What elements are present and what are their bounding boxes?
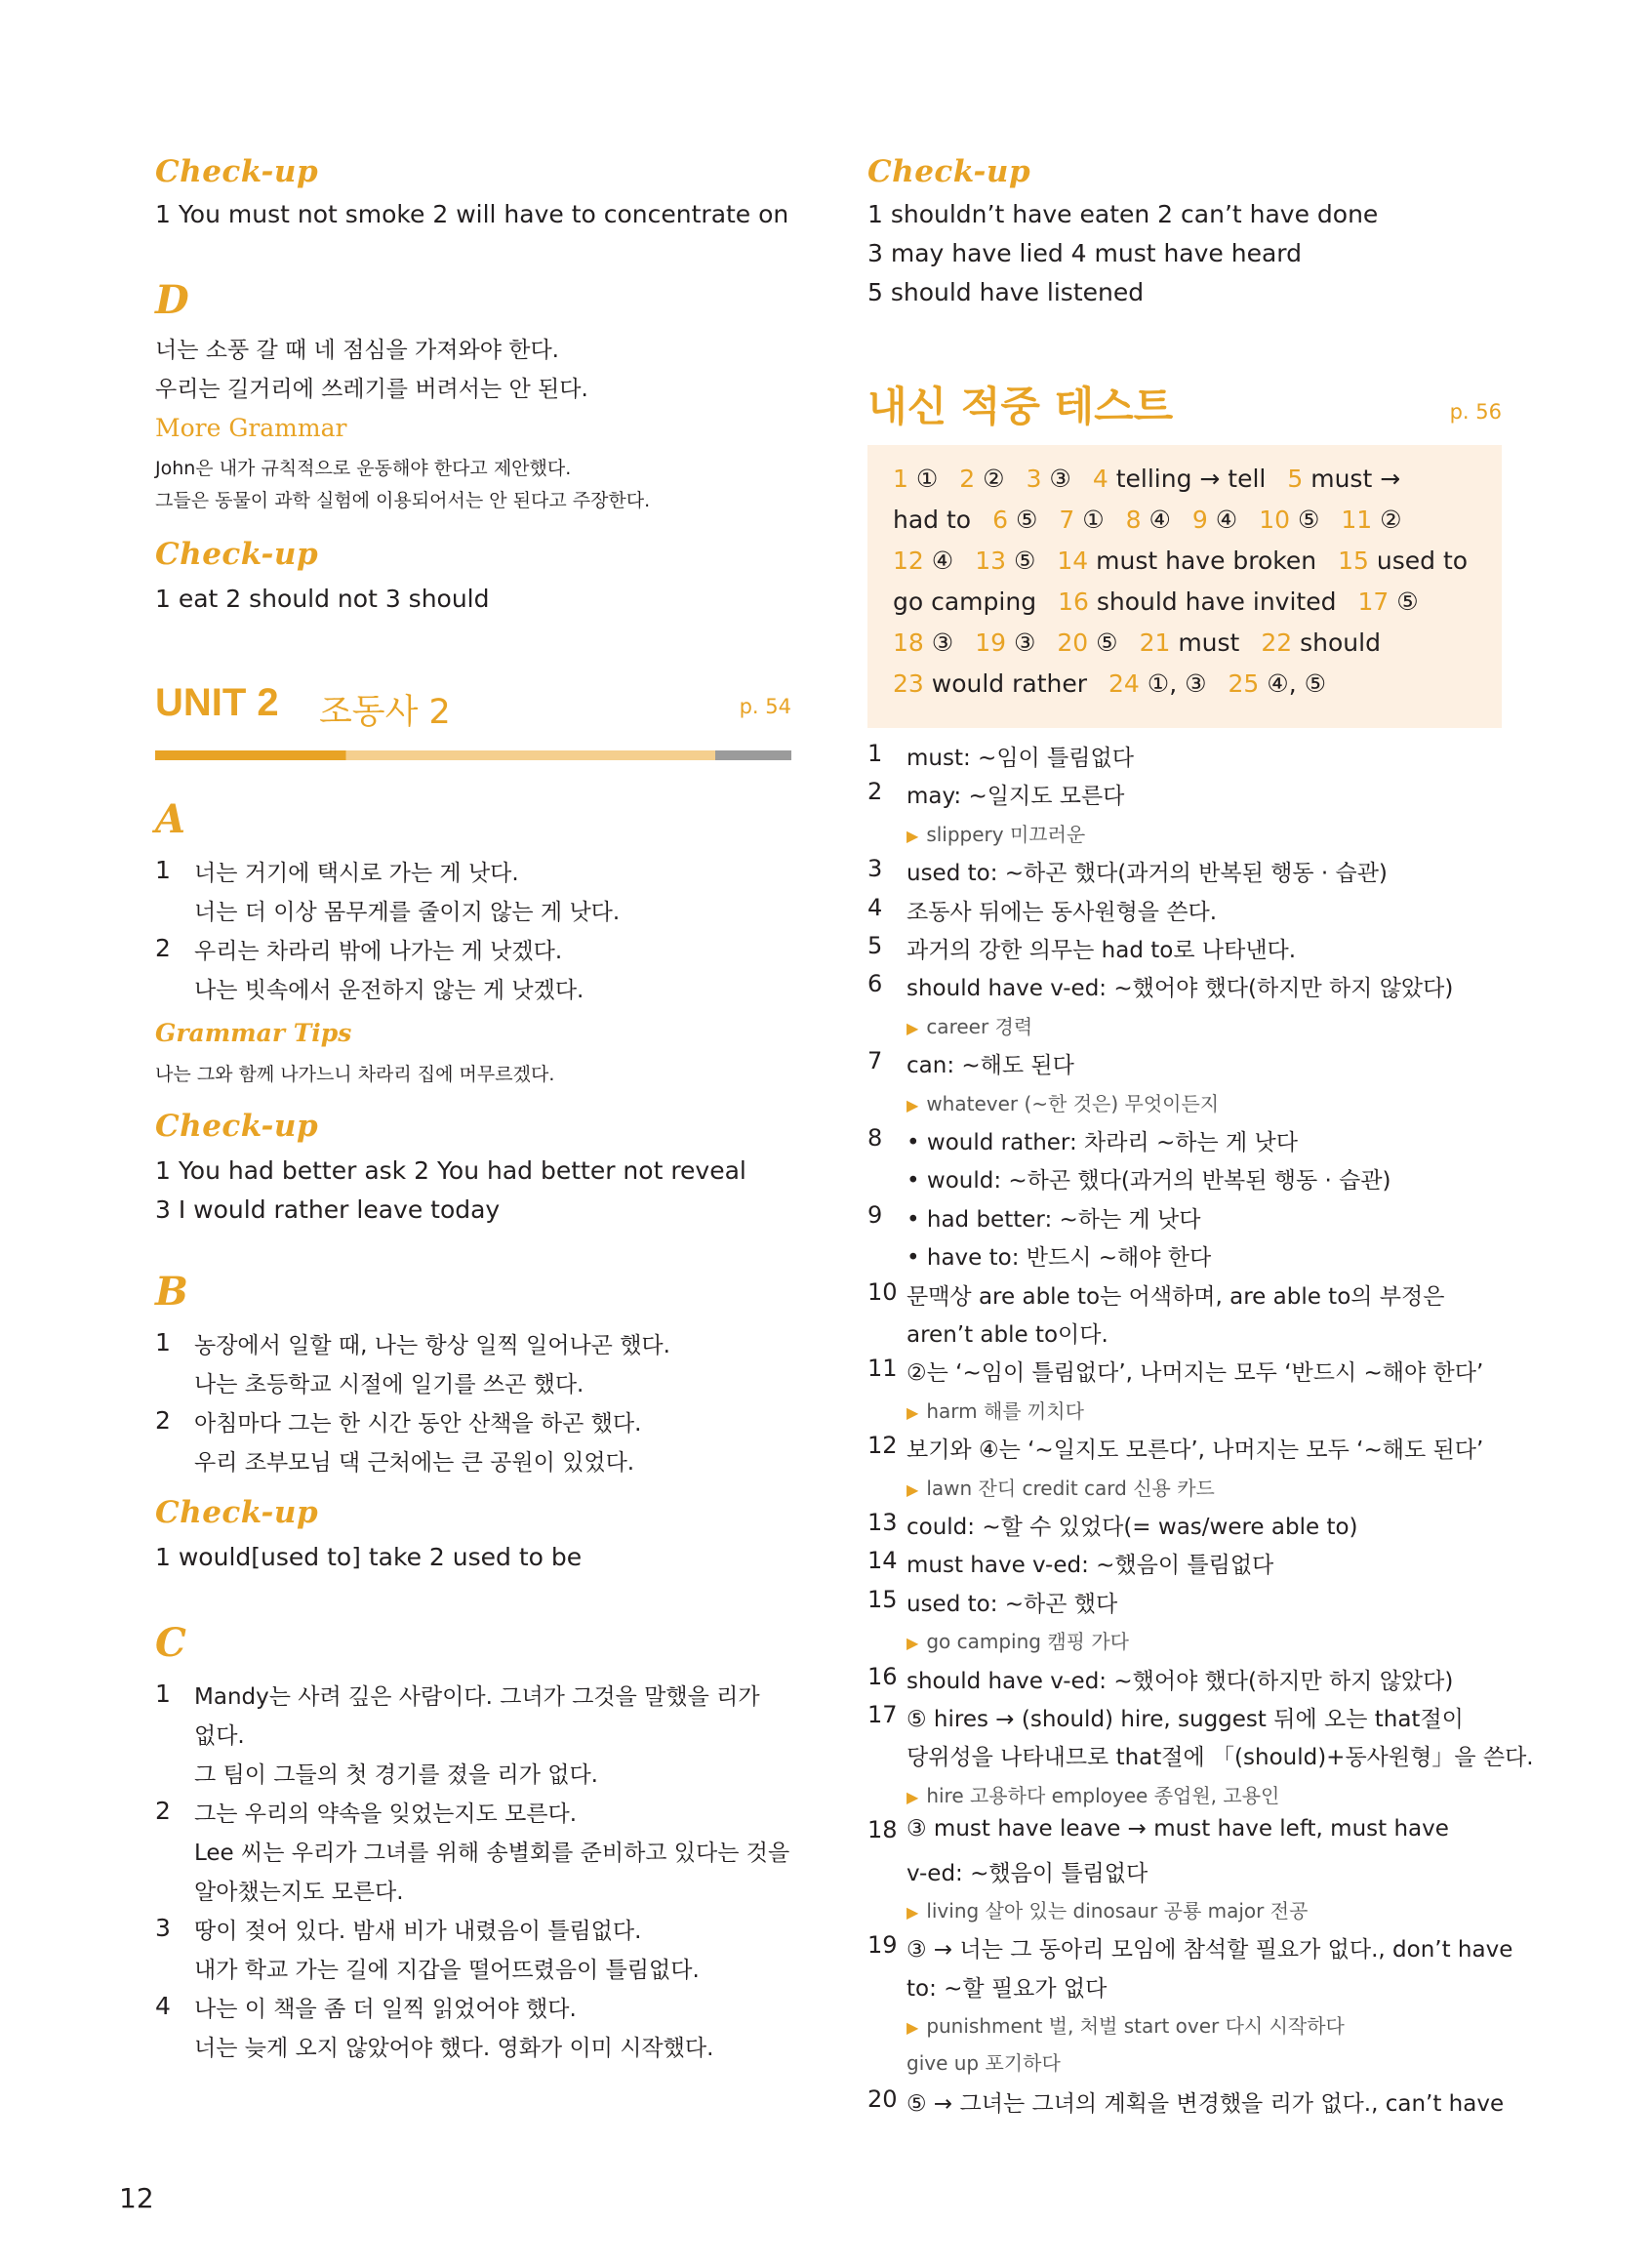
note-text: ▶ harm 해를 끼치다 [907, 1398, 1084, 1423]
item-line: Lee 씨는 우리가 그녀를 위해 송별회를 준비하고 있다는 것을 [194, 1841, 790, 1866]
explanation-text: can: ~해도 된다 [907, 1053, 1074, 1079]
explanation-text: ⑤ → 그녀는 그녀의 계획을 변경했을 리가 없다., can’t have [907, 2091, 1505, 2117]
explanation-number: 11 [867, 1355, 898, 1383]
answer-text: should [1300, 628, 1381, 657]
answer-item [975, 547, 1035, 575]
answer-text: ② [983, 465, 1005, 493]
answer-item [893, 547, 953, 575]
answer-item [1126, 506, 1171, 534]
note-text: ▶ slippery 미끄러운 [907, 822, 1086, 846]
checkup-answers: 1 You must not smoke 2 will have to concentrate on [155, 200, 789, 228]
explanation-text: used to: ~하곤 했다(과거의 반복된 행동 · 습관) [907, 861, 1388, 887]
page-reference: p. 54 [739, 695, 791, 718]
explanation-text: should have v-ed: ~했어야 했다(하지만 하지 않았다) [907, 976, 1454, 1002]
answer-text: would rather [931, 669, 1088, 698]
explanation-text: could: ~할 수 있었다(= was/were able to) [907, 1515, 1358, 1540]
answer-item [1229, 669, 1326, 698]
item-line: 땅이 젖어 있다. 밤새 비가 내렸음이 틀림없다. [194, 1919, 642, 1944]
triangle-icon: ▶ [907, 1634, 919, 1653]
explanation-text: v-ed: ~했음이 틀림없다 [907, 1860, 1148, 1886]
explanation-number: 6 [867, 970, 883, 998]
answer-text: must → [1310, 465, 1401, 493]
answer-item [1287, 465, 1400, 493]
answer-text: telling → tell [1115, 465, 1267, 493]
answer-number: 10 [1259, 506, 1298, 534]
answer-key-line [893, 547, 1489, 575]
item-line: 그 팀이 그들의 첫 경기를 졌을 리가 없다. [194, 1762, 598, 1788]
explanation-number: 2 [867, 778, 883, 806]
item-line: 너는 더 이상 몸무게를 줄이지 않는 게 낫다. [194, 900, 621, 925]
answer-text: ④, ⑤ [1267, 669, 1326, 698]
answer-number: 7 [1059, 506, 1083, 534]
answer-number: 15 [1338, 547, 1377, 575]
answer-number: 22 [1261, 628, 1301, 657]
section-d-line: 너는 소풍 갈 때 네 점심을 가져와야 한다. [155, 338, 559, 363]
item-line: 우리 조부모님 댁 근처에는 큰 공원이 있었다. [194, 1450, 635, 1476]
explanation-text: ⑤ hires → (should) hire, suggest 뒤에 오는 that절이 [907, 1707, 1464, 1732]
item-line: 너는 늦게 오지 않았어야 했다. 영화가 이미 시작했다. [194, 2036, 714, 2061]
explanation-text: 보기와 ④는 ‘~일지도 모른다’, 나머지는 모두 ‘~해도 된다’ [907, 1437, 1484, 1464]
answer-item [1057, 547, 1316, 575]
answer-text: ⑤ [1015, 506, 1038, 534]
unit-rule [155, 750, 791, 760]
checkup-heading: Check-up [155, 1109, 319, 1144]
item-number: 4 [155, 1992, 171, 2020]
answer-item [1259, 506, 1319, 534]
answer-text: ④ [1148, 506, 1171, 534]
item-line: 너는 거기에 택시로 가는 게 낫다. [194, 861, 519, 886]
answer-number: 12 [893, 547, 932, 575]
item-line: 없다. [194, 1723, 245, 1749]
item-number: 3 [155, 1914, 171, 1942]
answer-text: ③ [1049, 465, 1071, 493]
explanation-number: 19 [867, 1931, 898, 1960]
answer-item [975, 628, 1035, 657]
answer-number: 16 [1058, 587, 1097, 616]
item-line: 농장에서 일할 때, 나는 항상 일찍 일어나곤 했다. [194, 1333, 670, 1358]
section-a-letter: A [155, 796, 186, 842]
note-text: ▶ go camping 캠핑 가다 [907, 1630, 1129, 1654]
more-grammar-line: 그들은 동물이 과학 실험에 이용되어서는 안 된다고 주장한다. [155, 490, 651, 511]
answer-item [992, 506, 1037, 534]
item-line: 내가 학교 가는 길에 지갑을 떨어뜨렸음이 틀림없다. [194, 1958, 700, 1983]
triangle-icon: ▶ [907, 1402, 919, 1422]
answer-text: ② [1380, 506, 1402, 534]
answer-number: 17 [1357, 587, 1397, 616]
explanation-number: 5 [867, 932, 883, 959]
explanation-number: 3 [867, 855, 883, 883]
answer-text: ① [1082, 506, 1105, 534]
answer-number: 20 [1057, 628, 1097, 657]
answer-text: ①, ③ [1147, 669, 1207, 698]
answer-text: ③ [931, 628, 954, 657]
answer-item [1140, 628, 1240, 657]
answer-text: ④ [931, 547, 954, 575]
note-text: ▶ punishment 벌, 처벌 start over 다시 시작하다 [907, 2014, 1345, 2039]
answer-item [893, 465, 938, 493]
explanation-text: should have v-ed: ~했어야 했다(하지만 하지 않았다) [907, 1668, 1454, 1694]
checkup-answers: 1 You had better ask 2 You had better not reveal [155, 1156, 746, 1185]
explanation-text: to: ~할 필요가 없다 [907, 1975, 1108, 2002]
answer-text: ⑤ [1013, 547, 1036, 575]
section-b-letter: B [155, 1269, 188, 1315]
answer-number: 14 [1057, 547, 1097, 575]
explanation-text: must have v-ed: ~했음이 틀림없다 [907, 1553, 1274, 1579]
triangle-icon: ▶ [907, 2018, 919, 2038]
answer-text: ① [915, 465, 939, 493]
checkup-heading: Check-up [155, 537, 319, 572]
answer-text: ③ [1013, 628, 1036, 657]
item-line: 아침마다 그는 한 시간 동안 산책을 하곤 했다. [194, 1411, 642, 1437]
triangle-icon: ▶ [907, 1787, 919, 1806]
checkup-answers: 5 should have listened [867, 278, 1145, 306]
answer-number: 21 [1139, 628, 1179, 657]
explanation-text: 과거의 강한 의무는 had to로 나타낸다. [907, 938, 1297, 963]
answer-number: 3 [1026, 465, 1050, 493]
note-text: ▶ living 살아 있는 dinosaur 공룡 major 전공 [907, 1899, 1309, 1923]
answer-number: 2 [959, 465, 984, 493]
explanation-number: 8 [867, 1124, 883, 1152]
explanation-number: 13 [867, 1509, 898, 1536]
answer-item [1338, 547, 1468, 575]
answer-number: 1 [893, 465, 916, 493]
item-number: 1 [155, 1680, 171, 1708]
answer-item [1059, 506, 1104, 534]
answer-item [1108, 669, 1206, 698]
item-number: 1 [155, 856, 171, 884]
answer-text: should have invited [1096, 587, 1337, 616]
explanation-number: 20 [867, 2085, 898, 2113]
answer-item [1058, 587, 1336, 616]
checkup-answers: 1 shouldn’t have eaten 2 can’t have done [867, 200, 1379, 228]
explanation-number: 14 [867, 1547, 898, 1575]
answer-number: 9 [1191, 506, 1216, 534]
explanation-text: ③ → 너는 그 동아리 모임에 참석할 필요가 없다., don’t have [907, 1937, 1513, 1963]
explanation-number: 16 [867, 1662, 898, 1690]
explanation-number: 12 [867, 1432, 898, 1460]
page-reference: p. 56 [1449, 400, 1502, 424]
more-grammar-line: John은 내가 규칙적으로 운동해야 한다고 제안했다. [155, 458, 572, 479]
explanation-text: • have to: 반드시 ~해야 한다 [907, 1245, 1212, 1272]
explanation-text: used to: ~하곤 했다 [907, 1591, 1118, 1617]
triangle-icon: ▶ [907, 826, 919, 845]
grammar-tips-line: 나는 그와 함께 나가느니 차라리 집에 머무르겠다. [155, 1064, 555, 1085]
answer-item [1093, 465, 1267, 493]
checkup-answers: 1 eat 2 should not 3 should [155, 585, 490, 613]
answer-item [1341, 506, 1401, 534]
checkup-heading: Check-up [867, 154, 1031, 189]
explanation-text: aren’t able to이다. [907, 1322, 1108, 1348]
item-line: 그는 우리의 약속을 잊었는지도 모른다. [194, 1801, 578, 1827]
answer-item [893, 628, 953, 657]
test-title: 내신 적중 테스트 [867, 383, 1174, 430]
item-number: 2 [155, 934, 171, 962]
explanation-text: 당위성을 나타내므로 that절에 「(should)+동사원형」을 쓴다. [907, 1745, 1534, 1771]
answer-key-line [893, 587, 1440, 616]
answer-item [1057, 628, 1117, 657]
item-number: 1 [155, 1328, 171, 1356]
triangle-icon: ▶ [907, 1095, 919, 1114]
answer-number: 13 [975, 547, 1014, 575]
explanation-number: 17 [867, 1701, 898, 1728]
answer-number: 18 [893, 628, 932, 657]
explanation-number: 1 [867, 740, 883, 767]
answer-number: 23 [893, 669, 932, 698]
triangle-icon: ▶ [907, 1903, 919, 1922]
item-line: 나는 이 책을 좀 더 일찍 읽었어야 했다. [194, 1997, 577, 2022]
explanation-text: give up 포기하다 [907, 2050, 1061, 2075]
explanation-text: may: ~일지도 모른다 [907, 784, 1125, 810]
answer-key-line [893, 506, 1424, 534]
page-number: 12 [119, 2182, 154, 2214]
checkup-answers: 1 would[used to] take 2 used to be [155, 1543, 583, 1571]
explanation-number: 4 [867, 893, 883, 921]
answer-item [893, 669, 1087, 698]
checkup-answers: 3 may have lied 4 must have heard [867, 239, 1303, 267]
note-text: ▶ whatever (~한 것은) 무엇이든지 [907, 1091, 1220, 1115]
item-number: 2 [155, 1797, 171, 1825]
explanation-number: 7 [867, 1047, 883, 1075]
checkup-answers: 3 I would rather leave today [155, 1195, 501, 1224]
answer-text: ⑤ [1096, 628, 1118, 657]
explanation-text: ②는 ‘~임이 틀림없다’, 나머지는 모두 ‘반드시 ~해야 한다’ [907, 1360, 1484, 1387]
answer-item [893, 506, 971, 534]
triangle-icon: ▶ [907, 1018, 919, 1037]
answer-number: 24 [1108, 669, 1148, 698]
answer-text: ⑤ [1396, 587, 1419, 616]
item-number: 2 [155, 1406, 171, 1435]
answer-item [1357, 587, 1418, 616]
note-text: ▶ lawn 잔디 credit card 신용 카드 [907, 1476, 1215, 1500]
note-text: ▶ hire 고용하다 employee 종업원, 고용인 [907, 1783, 1280, 1807]
grammar-tips-heading: Grammar Tips [155, 1019, 352, 1047]
explanation-text: • would: ~하곤 했다(과거의 반복된 행동 · 습관) [907, 1168, 1391, 1194]
answer-number: 8 [1125, 506, 1149, 534]
explanation-number: 10 [867, 1277, 898, 1306]
item-line: 우리는 차라리 밖에 나가는 게 낫겠다. [194, 939, 563, 964]
explanation-number: 9 [867, 1200, 883, 1229]
section-c-letter: C [155, 1620, 186, 1666]
unit-title: UNIT 2 [155, 681, 279, 724]
note-text: ▶ career 경력 [907, 1014, 1033, 1038]
unit-subtitle: 조동사 2 [319, 693, 451, 732]
answer-text: go camping [893, 587, 1037, 616]
section-d-line: 우리는 길거리에 쓰레기를 버려서는 안 된다. [155, 377, 588, 402]
item-line: 나는 빗속에서 운전하지 않는 게 낫겠다. [194, 978, 584, 1003]
answer-number: 4 [1092, 465, 1116, 493]
explanation-text: must: ~임이 틀림없다 [907, 746, 1134, 771]
answer-number: 25 [1228, 669, 1268, 698]
answer-item [959, 465, 1004, 493]
answer-text: ⑤ [1297, 506, 1320, 534]
explanation-text: 문맥상 are able to는 어색하며, are able to의 부정은 [907, 1283, 1445, 1310]
explanation-number: 15 [867, 1585, 898, 1613]
explanation-text: • had better: ~하는 게 낫다 [907, 1206, 1201, 1233]
answer-text: must [1178, 628, 1240, 657]
answer-key-line [893, 628, 1402, 657]
explanation-text: • would rather: 차라리 ~하는 게 낫다 [907, 1130, 1298, 1155]
section-d-letter: D [155, 277, 189, 323]
answer-text: must have broken [1096, 547, 1317, 575]
answer-item [893, 587, 1036, 616]
answer-key-line [893, 669, 1348, 698]
checkup-heading: Check-up [155, 1495, 319, 1530]
answer-key-line [893, 465, 1422, 493]
item-line: 나는 초등학교 시절에 일기를 쓰곤 했다. [194, 1372, 584, 1397]
answer-number: 11 [1341, 506, 1381, 534]
explanation-text: ③ must have leave → must have left, must have [907, 1816, 1449, 1842]
explanation-text: 조동사 뒤에는 동사원형을 쓴다. [907, 899, 1218, 925]
answer-text: had to [893, 506, 972, 534]
answer-item [1261, 628, 1381, 657]
answer-number: 19 [975, 628, 1014, 657]
answer-key-box [867, 445, 1502, 728]
triangle-icon: ▶ [907, 1479, 919, 1499]
item-line: Mandy는 사려 깊은 사람이다. 그녀가 그것을 말했을 리가 [194, 1684, 760, 1710]
more-grammar-heading: More Grammar [155, 414, 347, 442]
answer-number: 6 [992, 506, 1016, 534]
answer-item [1027, 465, 1071, 493]
checkup-heading: Check-up [155, 154, 319, 189]
item-line: 알아챘는지도 모른다. [194, 1880, 404, 1905]
answer-text: used to [1376, 547, 1469, 575]
answer-text: ④ [1215, 506, 1238, 534]
answer-item [1192, 506, 1237, 534]
answer-number: 5 [1287, 465, 1311, 493]
explanation-number: 18 [867, 1816, 898, 1844]
